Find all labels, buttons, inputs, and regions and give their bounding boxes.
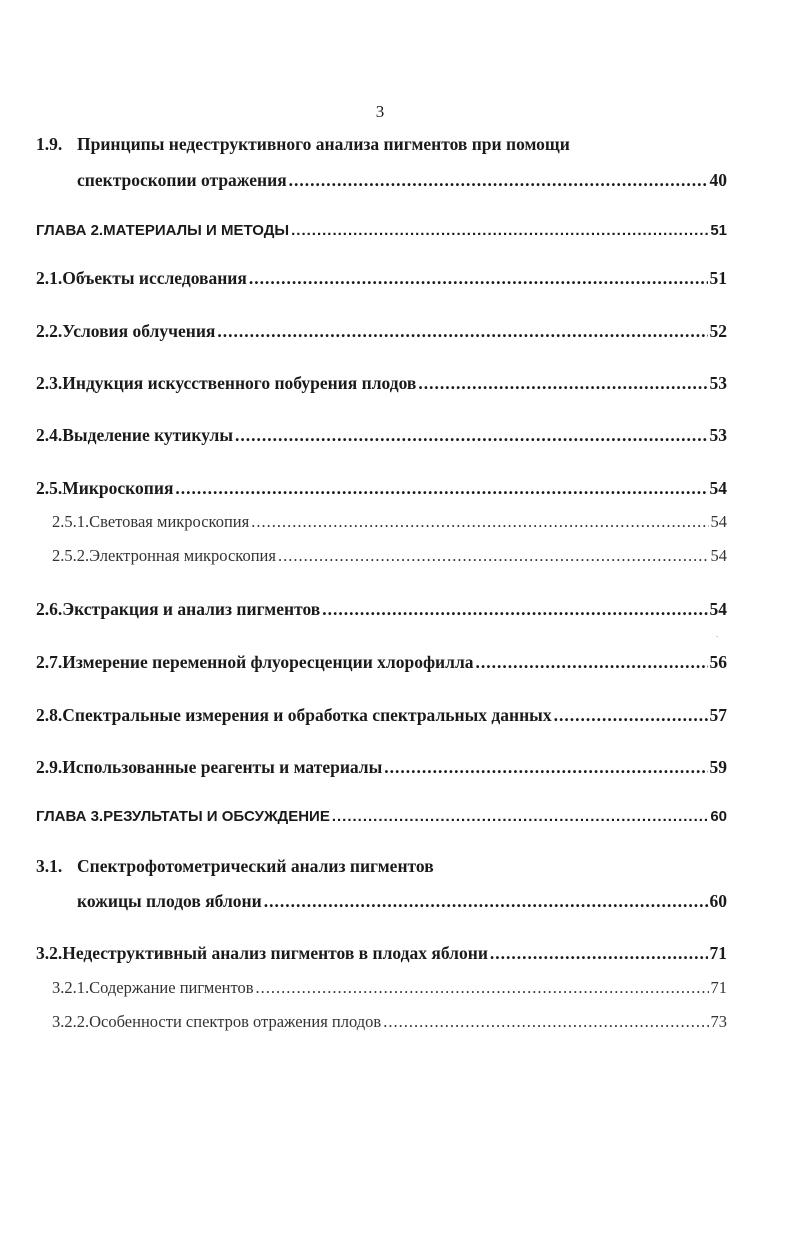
dot-leader <box>384 757 707 778</box>
chapter-number: ГЛАВА 2. <box>36 222 104 239</box>
toc-title: Электронная микроскопия <box>89 546 276 565</box>
dot-leader <box>256 978 709 998</box>
toc-number: 2.5.1. <box>52 512 90 531</box>
toc-entry-2-2 <box>36 321 727 342</box>
toc-entry-2-5 <box>36 478 727 499</box>
toc-title: Экстракция и анализ пигментов <box>62 599 321 619</box>
toc-entry-2-5-2 <box>52 546 727 566</box>
toc-number: 2.2. <box>36 321 63 341</box>
toc-entry-2-1 <box>36 268 727 289</box>
toc-page-number: 71 <box>709 943 727 963</box>
toc-page-number: 60 <box>710 808 727 825</box>
dot-leader <box>251 512 708 532</box>
toc-entry-2-5-1 <box>52 512 727 532</box>
dot-leader <box>291 222 708 239</box>
toc-page-number: 57 <box>709 705 727 725</box>
toc-number: 2.7. <box>36 652 63 672</box>
dot-leader <box>554 705 708 726</box>
toc-number: 2.5. <box>36 478 63 498</box>
toc-chapter-3 <box>36 808 727 825</box>
toc-title: Объекты исследования <box>62 268 247 288</box>
toc-title: Принципы недеструктивного анализа пигментов при помощи <box>77 134 570 154</box>
toc-page-number: 56 <box>709 652 727 672</box>
toc-title: Индукция искусственного побурения плодов <box>62 373 417 393</box>
toc-number: 2.1. <box>36 268 63 288</box>
toc-entry-2-3 <box>36 373 727 394</box>
toc-entry-3-2-1 <box>52 978 727 998</box>
toc-page-number: 54 <box>709 478 727 498</box>
toc-entry-1-9-line2 <box>77 170 727 191</box>
toc-page-number: 53 <box>709 425 727 445</box>
scan-speck <box>716 636 718 637</box>
dot-leader <box>322 599 707 620</box>
toc-number: 2.6. <box>36 599 63 619</box>
toc-title: Спектральные измерения и обработка спектральных данных <box>62 705 552 725</box>
toc-entry-3-1-line1 <box>36 856 727 877</box>
toc-number: 2.3. <box>36 373 63 393</box>
toc-title: Условия облучения <box>62 321 216 341</box>
toc-title: Микроскопия <box>62 478 174 498</box>
dot-leader <box>235 425 708 446</box>
toc-chapter-2 <box>36 222 727 239</box>
toc-title: Измерение переменной флуоресценции хлорофилла <box>62 652 474 672</box>
toc-number: 2.9. <box>36 757 63 777</box>
chapter-number: ГЛАВА 3. <box>36 808 104 825</box>
toc-title: Спектрофотометрический анализ пигментов <box>77 856 434 876</box>
toc-page-number: 54 <box>710 512 727 531</box>
toc-page-number: 51 <box>710 222 727 239</box>
toc-page-number: 60 <box>709 891 727 911</box>
chapter-title: РЕЗУЛЬТАТЫ И ОБСУЖДЕНИЕ <box>103 808 330 825</box>
toc-entry-3-1-line2 <box>77 891 727 912</box>
toc-title: Особенности спектров отражения плодов <box>89 1012 382 1031</box>
toc-page-number: 54 <box>709 599 727 619</box>
toc-page-number: 54 <box>710 546 727 565</box>
toc-title: Использованные реагенты и материалы <box>62 757 383 777</box>
toc-title: Недеструктивный анализ пигментов в плодах яблони <box>62 943 488 963</box>
dot-leader <box>264 891 708 912</box>
dot-leader <box>289 170 708 191</box>
toc-title-continuation: кожицы плодов яблони <box>77 891 262 911</box>
toc-number: 2.5.2. <box>52 546 90 565</box>
toc-page-number: 71 <box>710 978 727 997</box>
toc-number: 3.2.1. <box>52 978 90 997</box>
dot-leader <box>278 546 709 566</box>
toc-page-number: 73 <box>710 1012 727 1031</box>
toc-number: 2.4. <box>36 425 63 445</box>
toc-entry-2-4 <box>36 425 727 446</box>
dot-leader <box>490 943 708 964</box>
toc-entry-1-9-line1 <box>36 134 727 155</box>
dot-leader <box>418 373 707 394</box>
toc-number: 3.2. <box>36 943 63 963</box>
dot-leader <box>476 652 708 673</box>
toc-title-continuation: спектроскопии отражения <box>77 170 287 190</box>
toc-number: 3.1. <box>36 856 63 876</box>
toc-entry-3-2 <box>36 943 727 964</box>
toc-title: Световая микроскопия <box>89 512 250 531</box>
dot-leader <box>332 808 708 825</box>
toc-title: Содержание пигментов <box>89 978 254 997</box>
toc-entry-3-2-2 <box>52 1012 727 1032</box>
toc-number: 2.8. <box>36 705 63 725</box>
toc-number: 1.9. <box>36 134 63 154</box>
toc-number: 3.2.2. <box>52 1012 90 1031</box>
toc-page-number: 52 <box>709 321 727 341</box>
toc-page-number: 40 <box>709 170 727 190</box>
toc-entry-2-8 <box>36 705 727 726</box>
page-number: 3 <box>375 102 385 121</box>
toc-page-number: 59 <box>709 757 727 777</box>
toc-page-number: 51 <box>709 268 727 288</box>
chapter-title: МАТЕРИАЛЫ И МЕТОДЫ <box>103 222 290 239</box>
dot-leader <box>249 268 708 289</box>
toc-page-number: 53 <box>709 373 727 393</box>
toc-entry-2-9 <box>36 757 727 778</box>
dot-leader <box>175 478 707 499</box>
dot-leader <box>383 1012 708 1032</box>
toc-title: Выделение кутикулы <box>62 425 233 445</box>
toc-entry-2-6 <box>36 599 727 620</box>
dot-leader <box>217 321 707 342</box>
toc-entry-2-7 <box>36 652 727 673</box>
